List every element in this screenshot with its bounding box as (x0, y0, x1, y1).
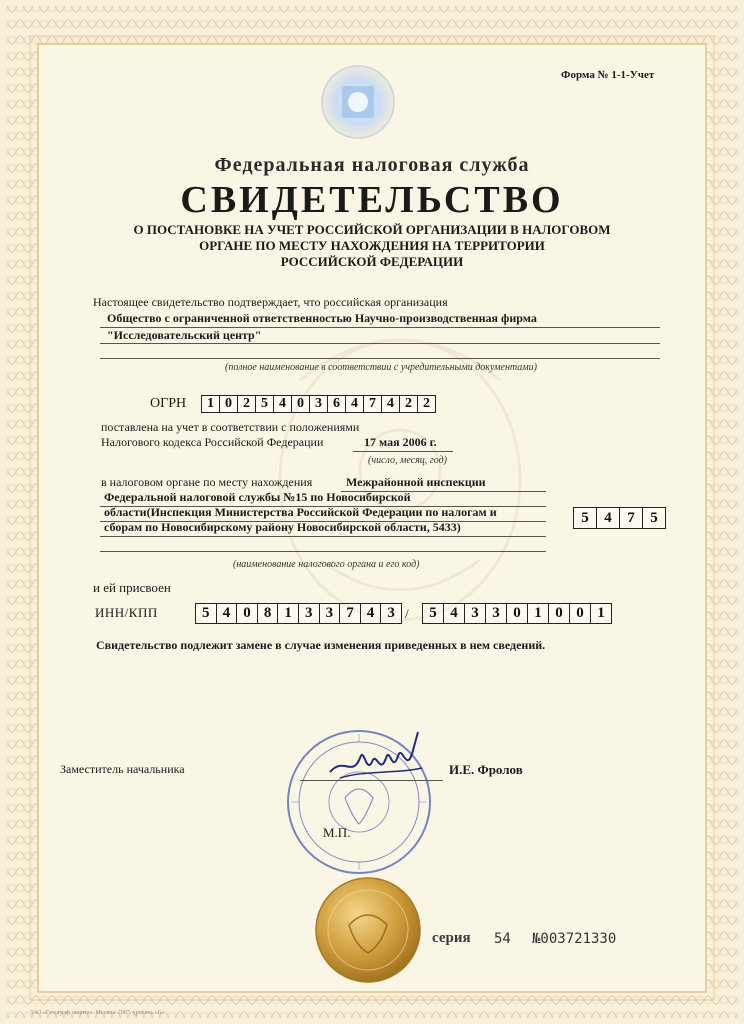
form-number: Форма № 1-1-Учет (561, 69, 655, 81)
ogrn-digit: 3 (310, 396, 328, 412)
ogrn-digit: 6 (328, 396, 346, 412)
kpp-digit: 0 (549, 604, 570, 623)
inn-kpp-slash: / (405, 606, 409, 621)
kpp-digit: 1 (597, 605, 605, 621)
ogrn-digit: 7 (364, 396, 382, 412)
org-name-underline-2 (100, 343, 660, 344)
authority-underline-5 (100, 551, 546, 552)
kpp-digit: 4 (444, 604, 465, 623)
inn-digit: 3 (387, 605, 395, 621)
authority-intro: в налоговом органе по месту нахождения (101, 475, 313, 489)
ogrn-digit: 0 (292, 396, 310, 412)
authority-code-digit: 5 (650, 510, 658, 526)
authority-line-4: сборам по Новосибирскому району Новосибирской области, 5433) (104, 520, 461, 534)
signatory-title: Заместитель начальника (60, 762, 185, 776)
ogrn-digit: 4 (274, 396, 292, 412)
inn-kpp-label: ИНН/КПП (95, 605, 158, 620)
document-title: СВИДЕТЕЛЬСТВО (180, 179, 564, 221)
inn-digit: 5 (196, 604, 217, 623)
subtitle-line-3: РОССИЙСКОЙ ФЕДЕРАЦИИ (280, 254, 464, 269)
ogrn-digit: 4 (382, 396, 400, 412)
ogrn-digit: 0 (220, 396, 238, 412)
inn-digit: 3 (299, 604, 320, 623)
date-underline (353, 451, 453, 452)
inn-digit: 8 (258, 604, 279, 623)
signature-icon (326, 728, 426, 786)
kpp-digit: 1 (528, 604, 549, 623)
kpp-digit: 3 (465, 604, 486, 623)
date-caption: (число, месяц, год) (368, 455, 447, 466)
authority-line-3: области(Инспекция Министерства Российской Федерации по налогам и (104, 505, 497, 519)
org-name-underline-3 (100, 358, 660, 359)
ogrn-digit-boxes (201, 395, 436, 413)
authority-code-digit: 7 (620, 508, 643, 528)
ogrn-digit: 1 (202, 396, 220, 412)
printer-footer: ЗАО «Голограф защита». Москва. 2007. уровень «Б» (30, 1010, 165, 1016)
authority-line-1: Межрайонной инспекции (346, 475, 486, 489)
subtitle-line-1: О ПОСТАНОВКЕ НА УЧЕТ РОССИЙСКОЙ ОРГАНИЗАЦИИ В НАЛОГОВОМ (133, 222, 611, 237)
series-value: 54 (494, 931, 511, 947)
hologram-emblem-icon (322, 66, 394, 138)
org-name-caption: (полное наименование в соответствии с учредительными документами) (225, 362, 537, 373)
certificate-number: №003721330 (532, 931, 617, 947)
series-label: серия (432, 930, 471, 946)
inn-digit-boxes (195, 603, 402, 624)
subtitle-line-2: ОРГАНЕ ПО МЕСТУ НАХОЖДЕНИЯ НА ТЕРРИТОРИИ (199, 238, 545, 253)
inn-digit: 4 (217, 604, 238, 623)
kpp-digit-boxes (422, 603, 612, 624)
registered-line-2: Налогового кодекса Российской Федерации (101, 435, 324, 449)
authority-code-digit: 5 (574, 508, 597, 528)
inn-digit: 4 (361, 604, 382, 623)
kpp-digit: 5 (423, 604, 444, 623)
inn-digit: 7 (340, 604, 361, 623)
ogrn-label: ОГРН (150, 396, 187, 411)
authority-line-2: Федеральной налоговой службы №15 по Новосибирской (104, 490, 411, 504)
gold-seal-icon (313, 875, 423, 985)
authority-underline-4 (100, 536, 546, 537)
kpp-digit: 3 (486, 604, 507, 623)
authority-code-digit: 4 (597, 508, 620, 528)
agency-name: Федеральная налоговая служба (214, 154, 530, 176)
kpp-digit: 0 (507, 604, 528, 623)
org-name-line-2: "Исследовательский центр" (107, 328, 262, 342)
inn-digit: 3 (320, 604, 341, 623)
ogrn-digit: 4 (346, 396, 364, 412)
registration-date: 17 мая 2006 г. (364, 435, 437, 449)
authority-caption: (наименование налогового органа и его код) (233, 559, 420, 570)
signatory-name: И.Е. Фролов (449, 762, 523, 777)
ogrn-digit: 2 (238, 396, 256, 412)
registered-line-1: поставлена на учет в соответствии с положениями (101, 420, 360, 434)
replacement-notice: Свидетельство подлежит замене в случае изменения приведенных в нем сведений. (96, 638, 546, 652)
inn-digit: 0 (237, 604, 258, 623)
assigned-text: и ей присвоен (93, 580, 171, 595)
authority-code-boxes (573, 507, 666, 529)
ogrn-digit: 5 (256, 396, 274, 412)
ogrn-digit: 2 (400, 396, 418, 412)
inn-digit: 1 (278, 604, 299, 623)
org-name-line-1: Общество с ограниченной ответственностью Научно-производственная фирма (107, 311, 537, 325)
intro-text: Настоящее свидетельство подтверждает, что российская организация (93, 295, 448, 309)
ogrn-digit: 2 (423, 396, 430, 411)
stamp-place-label: М.П. (323, 825, 351, 840)
kpp-digit: 0 (570, 604, 591, 623)
